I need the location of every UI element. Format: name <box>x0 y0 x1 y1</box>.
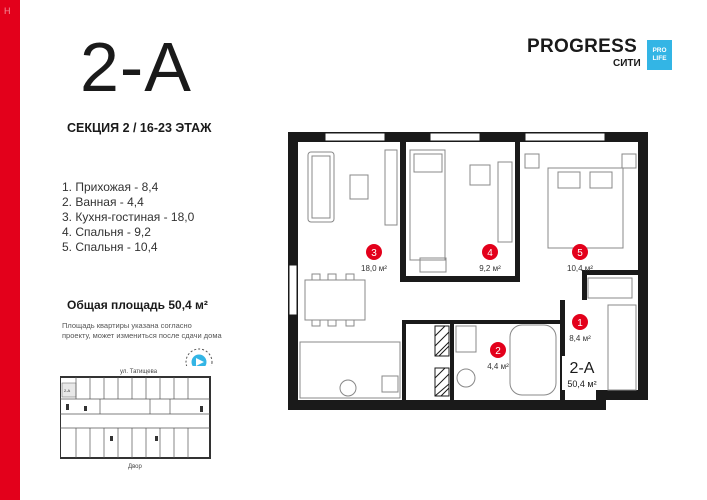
room-marker-2 <box>487 342 509 371</box>
room-list <box>62 180 194 255</box>
room-area: 9,2 м² <box>479 264 501 273</box>
watermark-text: Н <box>4 6 11 16</box>
windows <box>289 133 605 315</box>
apartment-code-title: 2-А <box>80 28 192 106</box>
room-number: 1 <box>577 318 583 329</box>
interior-walls <box>400 142 638 400</box>
room-area: 10,4 м² <box>567 264 593 273</box>
badge-text: PRO <box>652 47 667 54</box>
room-list-item: 5. Спальня - 10,4 <box>62 240 158 254</box>
total-area-label: Общая площадь 50,4 м² <box>67 298 208 312</box>
area-disclaimer <box>62 321 242 341</box>
room-marker-1 <box>569 314 591 343</box>
prolife-badge <box>647 40 672 70</box>
room-list-item: 1. Прихожая - 8,4 <box>62 180 159 194</box>
room-list-item: 3. Кухня-гостиная - 18,0 <box>62 210 195 224</box>
progress-logo-word: PROGRESS <box>527 36 638 57</box>
room-number: 2 <box>495 346 501 357</box>
apartment-floor-plan <box>270 120 655 420</box>
room-list-item: 2. Ванная - 4,4 <box>62 195 144 209</box>
yard-label: Двор <box>128 464 142 470</box>
room-number: 4 <box>487 248 493 259</box>
building-floor-plan <box>60 366 216 470</box>
apartment-stamp-area: 50,4 м² <box>567 379 597 389</box>
room-area: 8,4 м² <box>569 334 591 343</box>
room-number: 5 <box>577 248 583 259</box>
room-area: 4,4 м² <box>487 362 509 371</box>
unit-label: 2-А <box>64 388 71 393</box>
room-list-item: 4. Спальня - 9,2 <box>62 225 151 239</box>
ventilation-shafts <box>435 326 449 396</box>
room-marker-4 <box>479 244 501 273</box>
room-number: 3 <box>371 248 377 259</box>
disclaimer-line: проекту, может измениться после сдачи дома <box>62 331 222 340</box>
room-marker-3 <box>361 244 387 273</box>
logo-subtitle: СИТИ <box>613 58 641 69</box>
street-label: ул. Татищева <box>120 369 158 375</box>
badge-text: LIFE <box>652 55 667 62</box>
section-floor-label: СЕКЦИЯ 2 / 16-23 ЭТАЖ <box>67 121 212 135</box>
red-side-bar <box>0 0 20 500</box>
apartment-stamp-code: 2-А <box>569 360 595 377</box>
room-area: 18,0 м² <box>361 264 387 273</box>
disclaimer-line: Площадь квартиры указана согласно <box>62 321 192 330</box>
